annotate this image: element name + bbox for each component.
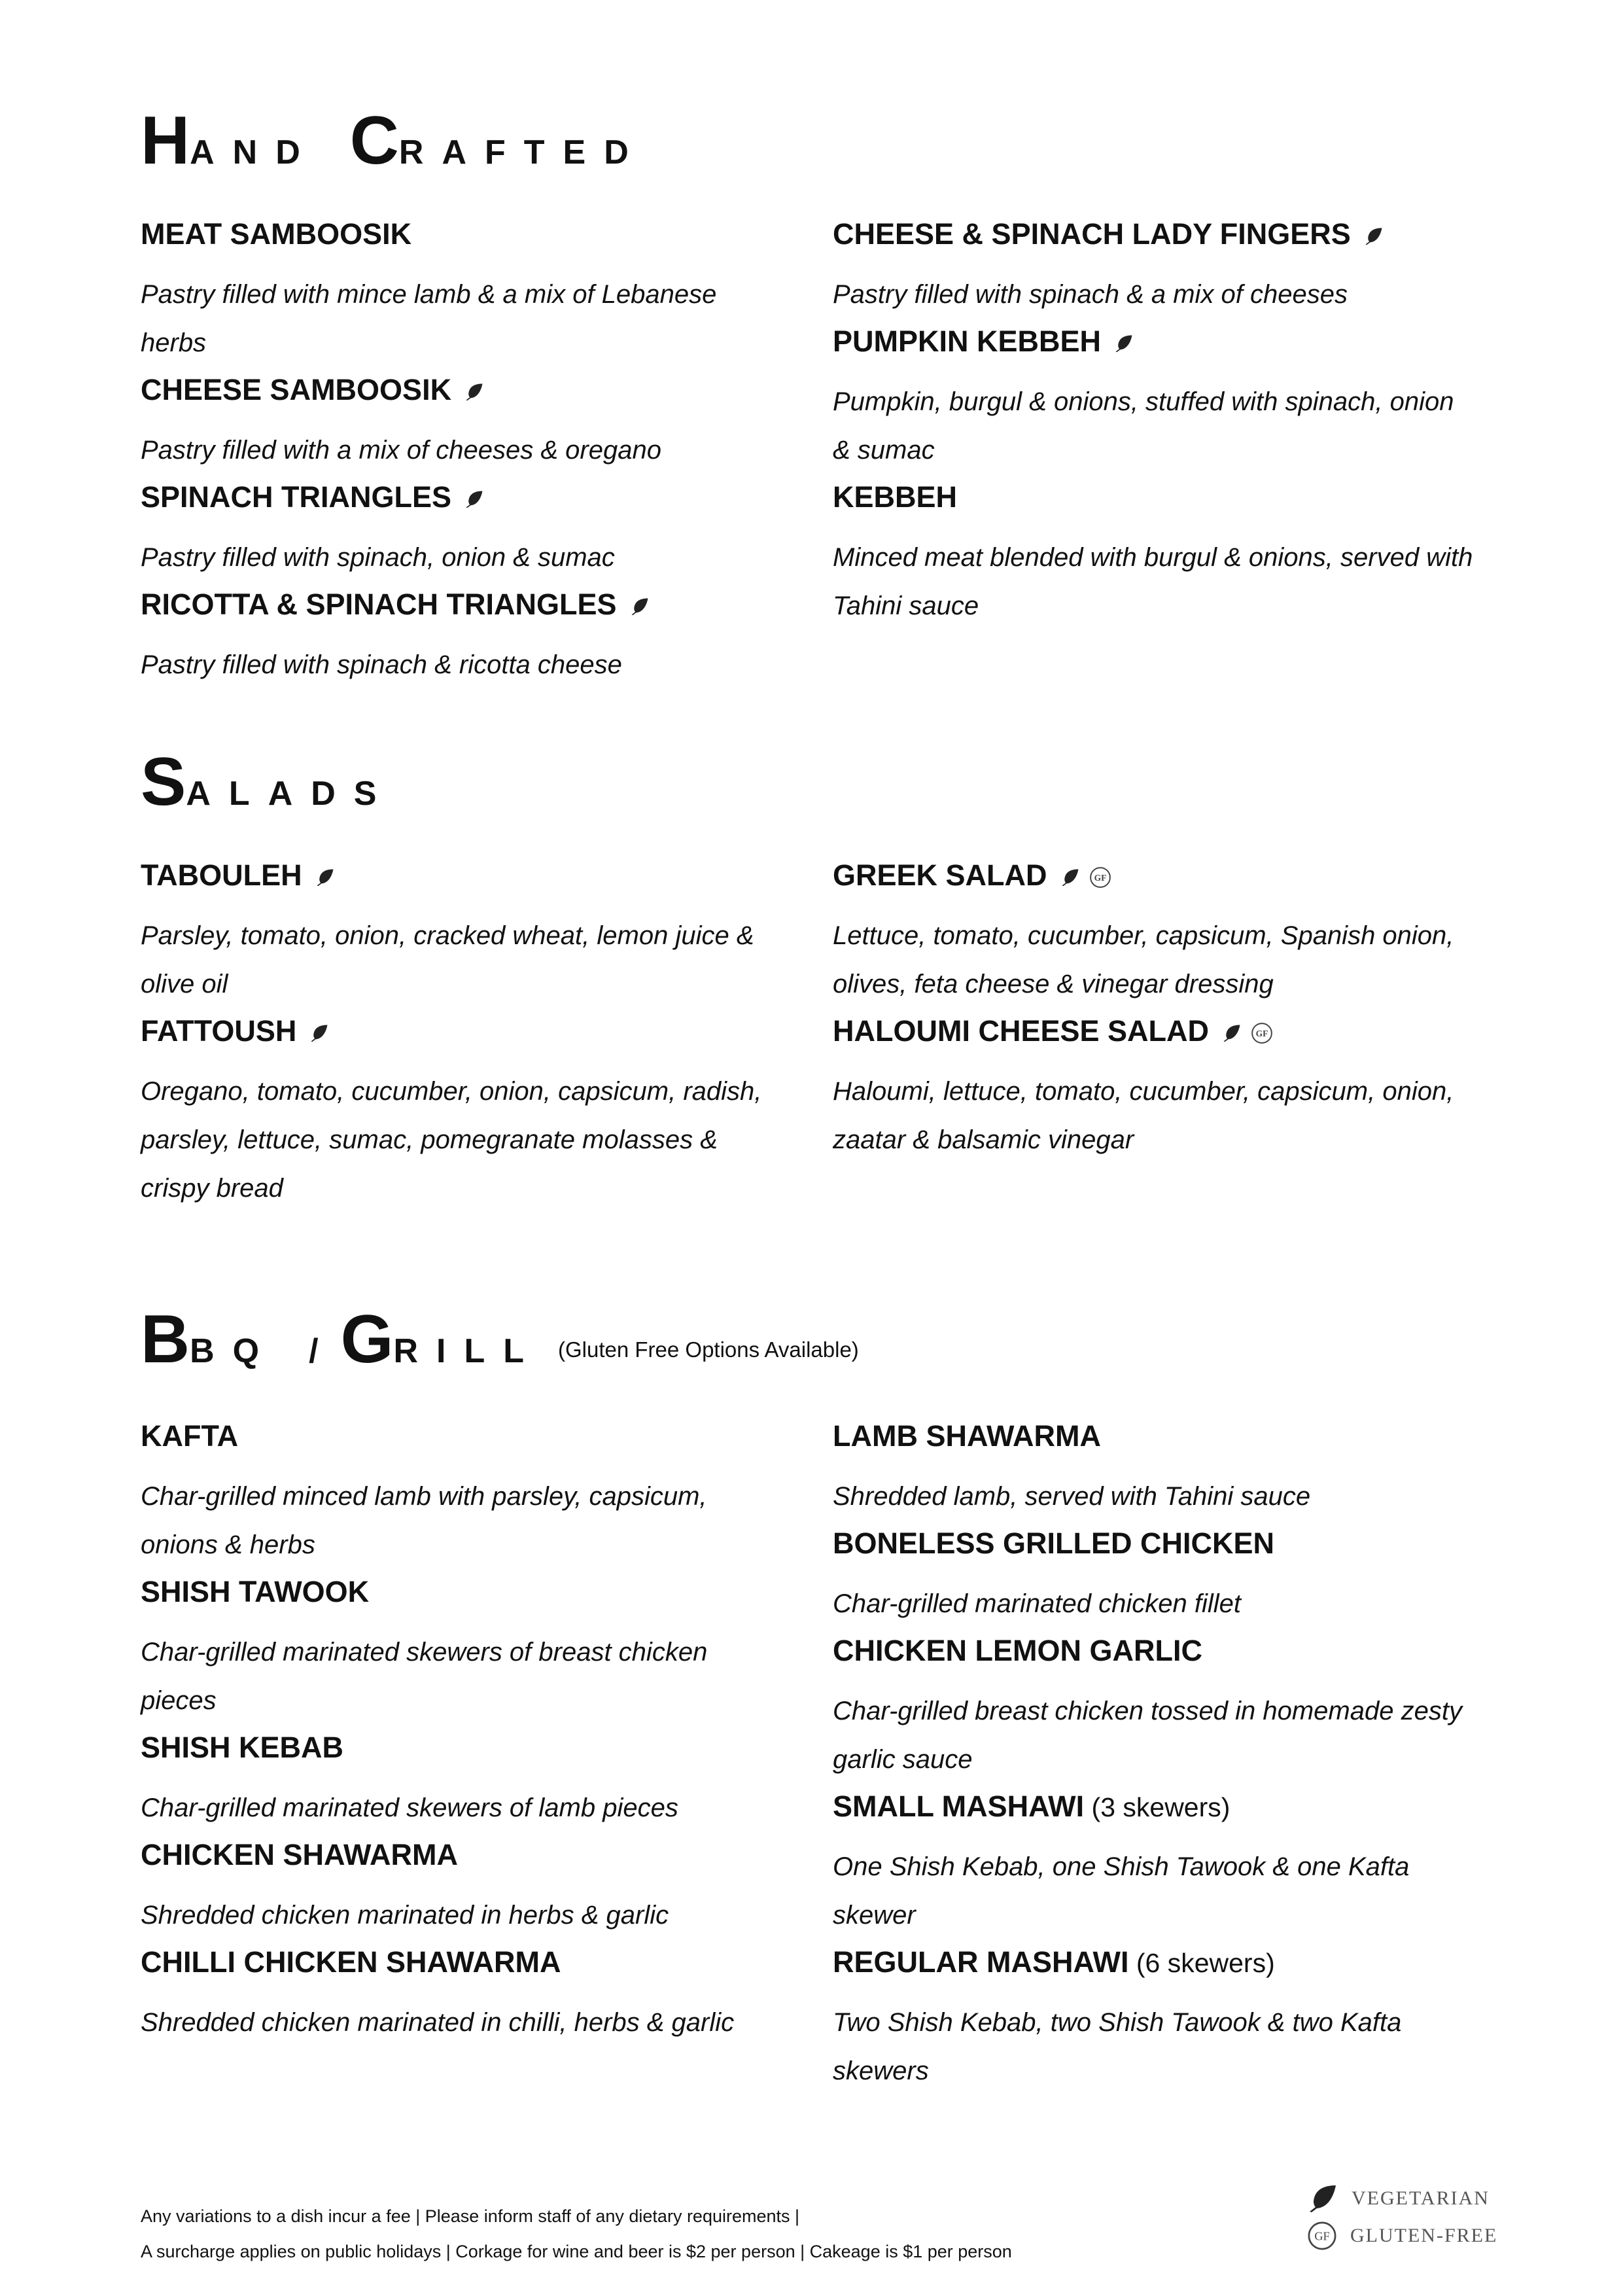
dish-name-text: KEBBEH <box>833 480 958 514</box>
menu-item <box>833 1790 1474 1939</box>
menu-item <box>833 1527 1474 1628</box>
dish-name-text: SMALL MASHAWI <box>833 1790 1085 1823</box>
menu-item <box>833 859 1474 1008</box>
title-word: CRAFTED <box>349 103 647 179</box>
title-word: GRILL <box>340 1301 542 1377</box>
gf-badge-text: GF <box>1255 1029 1268 1039</box>
dish-description: Parsley, tomato, onion, cracked wheat, lemon juice & olive oil <box>141 921 754 998</box>
column-right <box>833 1420 1474 2102</box>
menu-item <box>833 1634 1474 1784</box>
dish-name-text: CHEESE SAMBOOSIK <box>141 373 452 406</box>
dish-name <box>833 325 1474 358</box>
menu-item <box>141 481 782 582</box>
dish-name <box>141 1731 782 1764</box>
dish-name <box>833 1420 1474 1453</box>
dish-name <box>141 588 782 621</box>
dish-name-text: SHISH KEBAB <box>141 1731 344 1764</box>
section-title-handcrafted <box>141 103 678 179</box>
dish-description: Shredded lamb, served with Tahini sauce <box>833 1482 1311 1511</box>
dietary-legend <box>1307 2184 1503 2257</box>
leaf-icon <box>464 383 484 401</box>
menu-item <box>141 1015 782 1212</box>
leaf-icon <box>1222 1024 1242 1042</box>
menu-item <box>141 859 782 1008</box>
dish-description: Pastry filled with mince lamb & a mix of Lebanese herbs <box>141 280 717 357</box>
dish-name <box>141 218 782 251</box>
leaf-icon <box>1307 2184 1338 2213</box>
dish-portion: (6 skewers) <box>1128 1948 1275 1978</box>
dish-description: Oregano, tomato, cucumber, onion, capsicum, radish, parsley, lettuce, sumac, pomegranate molasses & crispy bread <box>141 1077 762 1203</box>
dish-name-text: MEAT SAMBOOSIK <box>141 217 412 251</box>
dish-name-text: CHICKEN LEMON GARLIC <box>833 1634 1202 1667</box>
dish-name <box>833 859 1474 892</box>
menu-item <box>141 588 782 689</box>
dish-name <box>141 1946 782 1979</box>
column-right <box>833 218 1474 637</box>
title-separator: / <box>309 1332 319 1370</box>
leaf-icon <box>1364 227 1384 245</box>
dish-name-text: HALOUMI CHEESE SALAD <box>833 1014 1210 1048</box>
dish-name <box>833 1790 1474 1823</box>
section-title-bbq-grill <box>141 1301 859 1377</box>
column-left <box>141 218 782 696</box>
dish-name-text: REGULAR MASHAWI <box>833 1945 1129 1979</box>
dish-name <box>833 1015 1474 1048</box>
footer-line: A surcharge applies on public holidays | Corkage for wine and beer is $2 per person | Cakeage is $1 per person <box>141 2242 1012 2261</box>
dish-name-text: CHICKEN SHAWARMA <box>141 1838 459 1871</box>
dish-description: Two Shish Kebab, two Shish Tawook & two Kafta skewers <box>833 2008 1402 2085</box>
dish-name <box>141 481 782 514</box>
section-handcrafted <box>141 103 1488 679</box>
menu-item <box>141 1576 782 1725</box>
dish-name-text: TABOULEH <box>141 858 302 892</box>
menu-item <box>833 481 1474 630</box>
gf-badge-icon <box>1307 2221 1337 2251</box>
menu-item <box>833 1946 1474 2095</box>
dish-name-text: GREEK SALAD <box>833 858 1047 892</box>
dish-name <box>141 1576 782 1608</box>
leaf-icon <box>464 490 484 508</box>
dish-name <box>833 1946 1474 1979</box>
dish-description: Pastry filled with a mix of cheeses & oregano <box>141 436 661 465</box>
dish-name-text: BONELESS GRILLED CHICKEN <box>833 1527 1275 1560</box>
dish-description: Char-grilled breast chicken tossed in homemade zesty garlic sauce <box>833 1697 1462 1774</box>
dish-description: Minced meat blended with burgul & onions, served with Tahini sauce <box>833 543 1473 620</box>
dish-name <box>833 1634 1474 1667</box>
dish-description: Char-grilled marinated chicken fillet <box>833 1589 1241 1618</box>
dish-name <box>141 859 782 892</box>
dish-description: Pastry filled with spinach & a mix of cheeses <box>833 280 1348 309</box>
menu-item <box>141 218 782 367</box>
dish-name-text: FATTOUSH <box>141 1014 297 1048</box>
dish-name <box>833 218 1474 251</box>
dish-name-text: LAMB SHAWARMA <box>833 1419 1101 1453</box>
legend-label: VEGETARIAN <box>1352 2187 1490 2209</box>
dish-name <box>833 1527 1474 1560</box>
section-bbq-grill <box>141 1301 1488 2085</box>
section-title-salads <box>141 744 426 820</box>
menu-item <box>833 218 1474 319</box>
title-word: SALADS <box>141 744 395 820</box>
dish-name-text: RICOTTA & SPINACH TRIANGLES <box>141 588 617 621</box>
leaf-icon <box>315 868 335 887</box>
dish-name-text: PUMPKIN KEBBEH <box>833 325 1102 358</box>
leaf-icon <box>1060 868 1080 887</box>
dish-description: Char-grilled marinated skewers of lamb pieces <box>141 1793 678 1822</box>
menu-item <box>141 1731 782 1832</box>
dish-description: Haloumi, lettuce, tomato, cucumber, capsicum, onion, zaatar & balsamic vinegar <box>833 1077 1454 1154</box>
dish-name <box>141 374 782 406</box>
dish-description: Shredded chicken marinated in herbs & garlic <box>141 1901 669 1930</box>
dish-description: Pumpkin, burgul & onions, stuffed with spinach, onion & sumac <box>833 387 1454 465</box>
leaf-icon <box>309 1024 329 1042</box>
dish-description: Pastry filled with spinach & ricotta cheese <box>141 650 622 679</box>
legend-gluten-free <box>1307 2221 1503 2257</box>
gf-badge-text: GF <box>1094 873 1106 883</box>
dish-name-text: SPINACH TRIANGLES <box>141 480 452 514</box>
menu-item <box>833 325 1474 474</box>
dish-name-text: KAFTA <box>141 1419 239 1453</box>
menu-item <box>141 374 782 474</box>
title-word: BBQ <box>141 1301 278 1377</box>
legend-vegetarian <box>1307 2184 1503 2221</box>
gf-badge-icon <box>1251 1022 1273 1044</box>
menu-item <box>833 1015 1474 1164</box>
dish-name-text: SHISH TAWOOK <box>141 1575 370 1608</box>
dish-name <box>141 1015 782 1048</box>
dish-description: Lettuce, tomato, cucumber, capsicum, Spanish onion, olives, feta cheese & vinegar dressing <box>833 921 1454 998</box>
column-left <box>141 1420 782 2053</box>
dish-description: Char-grilled minced lamb with parsley, capsicum, onions & herbs <box>141 1482 707 1559</box>
legend-label: GLUTEN-FREE <box>1350 2225 1498 2246</box>
footer-notes <box>141 2199 1253 2269</box>
dish-name <box>141 1839 782 1871</box>
footer-line: Any variations to a dish incur a fee | Please inform staff of any dietary requirements | <box>141 2206 800 2226</box>
section-note: (Gluten Free Options Available) <box>558 1337 859 1362</box>
gf-badge-text: GF <box>1314 2229 1330 2243</box>
dish-description: Pastry filled with spinach, onion & sumac <box>141 543 615 572</box>
section-salads <box>141 744 1488 1219</box>
dish-portion: (3 skewers) <box>1084 1792 1230 1822</box>
dish-name-text: CHILLI CHICKEN SHAWARMA <box>141 1945 561 1979</box>
leaf-icon <box>630 597 650 616</box>
title-word: HAND <box>141 103 319 179</box>
menu-item <box>833 1420 1474 1521</box>
dish-description: Char-grilled marinated skewers of breast chicken pieces <box>141 1638 708 1715</box>
dish-description: Shredded chicken marinated in chilli, herbs & garlic <box>141 2008 735 2037</box>
leaf-icon <box>1114 334 1134 353</box>
menu-item <box>141 1946 782 2047</box>
dish-name <box>141 1420 782 1453</box>
dish-name <box>833 481 1474 514</box>
menu-item <box>141 1420 782 1569</box>
column-left <box>141 859 782 1219</box>
dish-name-text: CHEESE & SPINACH LADY FINGERS <box>833 217 1351 251</box>
column-right <box>833 859 1474 1171</box>
menu-item <box>141 1839 782 1939</box>
gf-badge-icon <box>1089 866 1111 889</box>
dish-description: One Shish Kebab, one Shish Tawook & one Kafta skewer <box>833 1852 1410 1930</box>
